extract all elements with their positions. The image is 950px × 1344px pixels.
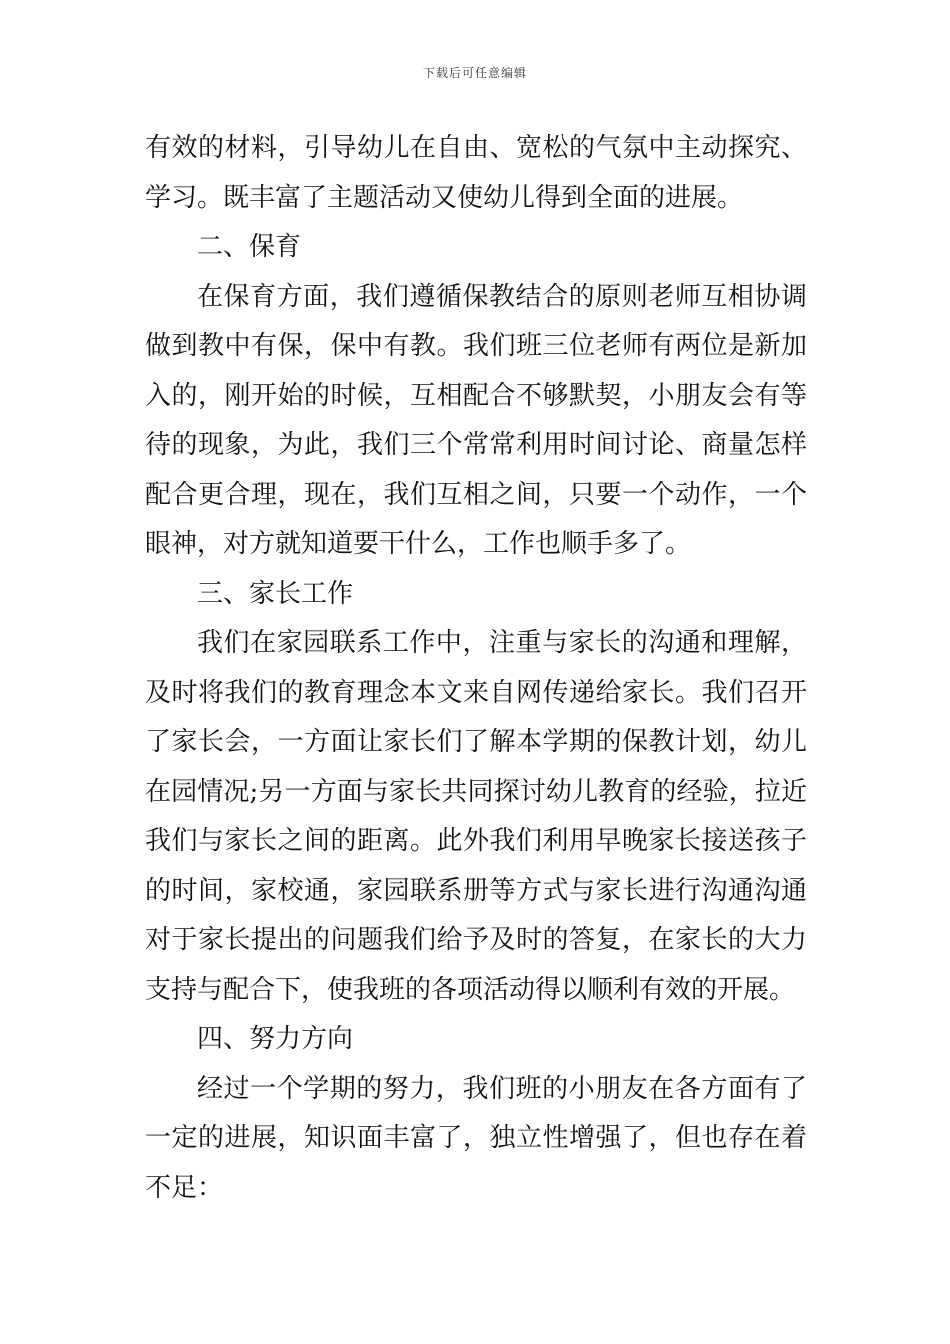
paragraph-continuation: 有效的材料，引导幼儿在自由、宽松的气氛中主动探究、学习。既丰富了主题活动又使幼儿得到全面的进展。 bbox=[145, 133, 807, 213]
section-heading-childcare: 二、保育 bbox=[197, 232, 302, 262]
paragraph-direction: 经过一个学期的努力，我们班的小朋友在各方面有了一定的进展，知识面丰富了，独立性增强了，但也存在着不足： bbox=[145, 1073, 807, 1203]
document-body bbox=[145, 124, 807, 1213]
paragraph-childcare: 在保育方面，我们遵循保教结合的原则老师互相协调做到教中有保，保中有教。我们班三位老师有两位是新加入的，刚开始的时候，互相配合不够默契，小朋友会有等待的现象，为此，我们三个常常利用时间讨论、商量怎样配合更合理，现在，我们互相之间，只要一个动作，一个眼神，对方就知道要干什么，工作也顺手多了。 bbox=[145, 281, 807, 559]
section-heading-direction: 四、努力方向 bbox=[197, 1024, 354, 1054]
paragraph-parent-work: 我们在家园联系工作中，注重与家长的沟通和理解，及时将我们的教育理念本文来自网传递给家长。我们召开了家长会，一方面让家长们了解本学期的保教计划，幼儿在园情况;另一方面与家长共同探讨幼儿教育的经验，拉近我们与家长之间的距离。此外我们利用早晚家长接送孩子的时间，家校通，家园联系册等方式与家长进行沟通沟通对于家长提出的问题我们给予及时的答复，在家长的大力支持与配合下，使我班的各项活动得以顺利有效的开展。 bbox=[145, 628, 807, 1005]
section-heading-parent-work: 三、家长工作 bbox=[197, 578, 354, 609]
page-header: 下载后可任意编辑 bbox=[422, 66, 527, 80]
